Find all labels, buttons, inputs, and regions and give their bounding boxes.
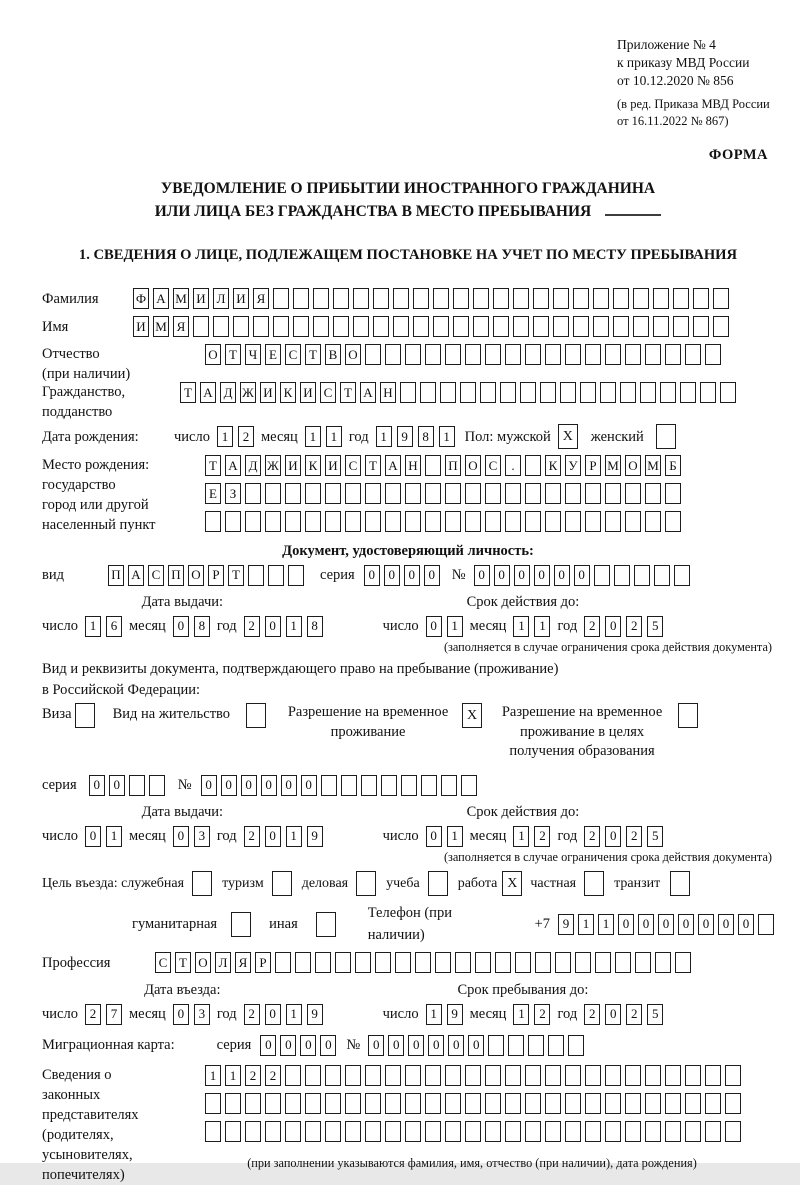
temp-residence-checkbox[interactable]: X bbox=[462, 703, 482, 728]
birth-place-label: Место рождения: государство город или другой населенный пункт bbox=[42, 457, 156, 534]
migration-series-input[interactable]: 0 0 0 0 bbox=[260, 1035, 336, 1056]
residence-doc-intro-1: Вид и реквизиты документа, подтверждающего право на пребывание (проживание) bbox=[42, 661, 559, 678]
purpose-study-label: учеба bbox=[386, 875, 420, 891]
purpose-tourism-label: туризм bbox=[222, 875, 264, 891]
residence-issue-month-input[interactable]: 0 3 bbox=[173, 826, 210, 847]
identity-valid-year-input[interactable]: 2 0 2 5 bbox=[584, 616, 663, 637]
entry-date-title: Дата въезда: bbox=[144, 982, 221, 999]
form-title bbox=[42, 178, 774, 223]
identity-valid-month-input[interactable]: 1 1 bbox=[513, 616, 550, 637]
identity-doc-series-label: серия bbox=[320, 567, 355, 584]
identity-valid-date: Срок действия до: число 0 1 месяц 1 1 год 2 0 2 5 bbox=[383, 594, 664, 637]
residence-doc-number-label: № bbox=[177, 777, 192, 794]
sex-male-checkbox[interactable]: X bbox=[558, 424, 578, 449]
form-label: ФОРМА bbox=[708, 147, 768, 164]
day-label: число bbox=[174, 428, 210, 445]
citizenship-input[interactable]: Т А Д Ж И К И С Т А Н bbox=[180, 382, 736, 403]
representatives-line-3-input[interactable] bbox=[205, 1121, 741, 1142]
birth-place-line-3-input[interactable] bbox=[205, 511, 681, 532]
annex-line-2: к приказу МВД России bbox=[617, 55, 750, 71]
annex-line-3: от 10.12.2020 № 856 bbox=[617, 73, 734, 89]
annex-edition bbox=[617, 96, 774, 130]
purpose-transit-label: транзит bbox=[614, 875, 661, 891]
sex-female-label: женский bbox=[590, 428, 644, 445]
residence-permit-checkbox[interactable] bbox=[246, 703, 266, 728]
temp-residence-label: Разрешение на временное проживание bbox=[287, 704, 449, 740]
residence-valid-day-input[interactable]: 0 1 bbox=[426, 826, 463, 847]
purpose-business-label: деловая bbox=[301, 875, 349, 891]
annex-edition-line-2: от 16.11.2022 № 867) bbox=[617, 113, 729, 128]
stay-month-input[interactable]: 1 2 bbox=[513, 1004, 550, 1025]
purpose-study-checkbox[interactable] bbox=[428, 871, 448, 896]
purpose-private-label: частная bbox=[530, 875, 577, 891]
identity-doc-kind-input[interactable]: П А С П О Р Т bbox=[108, 565, 304, 586]
section-1-heading: 1. СВЕДЕНИЯ О ЛИЦЕ, ПОДЛЕЖАЩЕМ ПОСТАНОВКЕ НА УЧЕТ ПО МЕСТУ ПРЕБЫВАНИЯ bbox=[78, 247, 738, 264]
identity-valid-day-input[interactable]: 0 1 bbox=[426, 616, 463, 637]
phone-label: Телефон (при наличии) bbox=[367, 905, 452, 944]
profession-input[interactable]: С Т О Л Я Р bbox=[155, 952, 691, 973]
identity-doc-kind-label: вид bbox=[42, 567, 64, 584]
purpose-tourism-checkbox[interactable] bbox=[272, 871, 292, 896]
temp-residence-education-checkbox[interactable] bbox=[678, 703, 698, 728]
issue-date-title: Дата выдачи: bbox=[141, 594, 224, 611]
sex-male-label: Пол: мужской bbox=[464, 428, 551, 445]
visa-label: Виза bbox=[42, 706, 72, 723]
birth-place-line-2-input[interactable]: Е З bbox=[205, 483, 681, 504]
identity-doc-number-label: № bbox=[451, 567, 466, 584]
migration-series-label: серия bbox=[216, 1037, 252, 1054]
name-label: Имя bbox=[42, 319, 69, 336]
representatives-footnote: (при заполнении указываются фамилия, имя, отчество (при наличии), дата рождения) bbox=[247, 1156, 697, 1171]
residence-doc-intro-2: в Российской Федерации: bbox=[42, 682, 201, 699]
purpose-private-checkbox[interactable] bbox=[584, 871, 604, 896]
blank-underline bbox=[605, 201, 661, 216]
residence-doc-footnote: (заполняется в случае ограничения срока действия документа) bbox=[443, 850, 772, 865]
purpose-work-checkbox[interactable]: X bbox=[502, 871, 522, 896]
migration-number-label: № bbox=[346, 1037, 361, 1054]
surname-label: Фамилия bbox=[42, 291, 99, 308]
citizenship-label: Гражданство, подданство bbox=[42, 384, 126, 421]
patronymic-label: Отчество (при наличии) bbox=[42, 346, 131, 383]
annex-edition-line-1: (в ред. Приказа МВД России bbox=[617, 96, 770, 111]
phone-input[interactable]: 9 1 1 0 0 0 0 0 0 0 bbox=[558, 914, 774, 935]
surname-input[interactable]: Ф А М И Л И Я bbox=[133, 288, 729, 309]
migration-number-input[interactable]: 0 0 0 0 0 0 bbox=[368, 1035, 584, 1056]
identity-issue-month-input[interactable]: 0 8 bbox=[173, 616, 210, 637]
visa-checkbox[interactable] bbox=[75, 703, 95, 728]
annex-reference bbox=[617, 36, 774, 129]
patronymic-input[interactable]: О Т Ч Е С Т В О bbox=[205, 344, 721, 365]
stay-until-date: Срок пребывания до: число 1 9 месяц 1 2 год 2 0 2 5 bbox=[383, 982, 664, 1025]
identity-doc-footnote: (заполняется в случае ограничения срока действия документа) bbox=[443, 640, 772, 655]
residence-valid-month-input[interactable]: 1 2 bbox=[513, 826, 550, 847]
birth-month-input[interactable]: 1 1 bbox=[305, 426, 342, 447]
residence-issue-date: Дата выдачи: число 0 1 месяц 0 3 год 2 0 1 9 bbox=[42, 804, 323, 847]
stay-year-input[interactable]: 2 0 2 5 bbox=[584, 1004, 663, 1025]
representatives-line-1-input[interactable]: 1 1 2 2 bbox=[205, 1065, 741, 1086]
birth-place-line-1-input[interactable]: Т А Д Ж И К И С Т А Н П О С . К У Р М О М Б bbox=[205, 455, 681, 476]
identity-issue-day-input[interactable]: 1 6 bbox=[85, 616, 122, 637]
valid-until-title: Срок действия до: bbox=[466, 594, 580, 611]
month-label: месяц bbox=[260, 428, 298, 445]
entry-month-input[interactable]: 0 3 bbox=[173, 1004, 210, 1025]
stay-until-title: Срок пребывания до: bbox=[457, 982, 589, 999]
identity-doc-number-input[interactable]: 0 0 0 0 0 0 bbox=[474, 565, 690, 586]
purpose-work-label: работа bbox=[457, 875, 498, 891]
migration-card-label: Миграционная карта: bbox=[42, 1037, 175, 1054]
purpose-transit-checkbox[interactable] bbox=[670, 871, 690, 896]
residence-valid-year-input[interactable]: 2 0 2 5 bbox=[584, 826, 663, 847]
purpose-official-checkbox[interactable] bbox=[192, 871, 212, 896]
representatives-label: Сведения о законных представителях (родителях, усыновителях, попечителях) bbox=[42, 1067, 139, 1184]
purpose-business-checkbox[interactable] bbox=[356, 871, 376, 896]
year-label: год bbox=[348, 428, 369, 445]
phone-prefix: +7 bbox=[534, 916, 550, 933]
identity-issue-date: Дата выдачи: число 1 6 месяц 0 8 год 2 0 1 8 bbox=[42, 594, 323, 637]
residence-doc-options bbox=[42, 703, 774, 762]
annex-line-1: Приложение № 4 bbox=[617, 37, 716, 52]
residence-issue-year-input[interactable]: 2 0 1 9 bbox=[244, 826, 323, 847]
sex-female-checkbox[interactable] bbox=[656, 424, 676, 449]
identity-doc-series-input[interactable]: 0 0 0 0 bbox=[364, 565, 440, 586]
residence-doc-series-label: серия bbox=[42, 777, 77, 794]
birth-year-input[interactable]: 1 9 8 1 bbox=[376, 426, 455, 447]
birth-date-label: Дата рождения: bbox=[42, 428, 139, 445]
name-input[interactable]: И М Я bbox=[133, 316, 729, 337]
form-title-line-2: ИЛИ ЛИЦА БЕЗ ГРАЖДАНСТВА В МЕСТО ПРЕБЫВАНИЯ bbox=[42, 201, 774, 223]
stay-day-input[interactable]: 1 9 bbox=[426, 1004, 463, 1025]
entry-day-input[interactable]: 2 7 bbox=[85, 1004, 122, 1025]
purpose-humanitarian-checkbox[interactable] bbox=[231, 912, 251, 937]
entry-date: Дата въезда: число 2 7 месяц 0 3 год 2 0 1 9 bbox=[42, 982, 323, 1025]
residence-doc-series-input[interactable]: 0 0 bbox=[89, 775, 165, 796]
entry-year-input[interactable]: 2 0 1 9 bbox=[244, 1004, 323, 1025]
residence-permit-label: Вид на жительство bbox=[112, 706, 231, 723]
temp-residence-education-label: Разрешение на временное проживание в целях получения образования bbox=[501, 704, 663, 760]
purpose-other-checkbox[interactable] bbox=[316, 912, 336, 937]
identity-doc-title: Документ, удостоверяющий личность: bbox=[282, 543, 534, 560]
form-title-line-1: УВЕДОМЛЕНИЕ О ПРИБЫТИИ ИНОСТРАННОГО ГРАЖДАНИНА bbox=[160, 180, 656, 198]
purpose-other-label: иная bbox=[269, 916, 298, 933]
identity-issue-year-input[interactable]: 2 0 1 8 bbox=[244, 616, 323, 637]
purpose-humanitarian-label: гуманитарная bbox=[132, 916, 218, 933]
residence-doc-number-input[interactable]: 0 0 0 0 0 0 bbox=[201, 775, 477, 796]
birth-day-input[interactable]: 1 2 bbox=[217, 426, 254, 447]
residence-valid-date: Срок действия до: число 0 1 месяц 1 2 год 2 0 2 5 bbox=[383, 804, 664, 847]
purpose-label: Цель въезда: служебная bbox=[42, 875, 185, 891]
representatives-line-2-input[interactable] bbox=[205, 1093, 741, 1114]
residence-issue-day-input[interactable]: 0 1 bbox=[85, 826, 122, 847]
profession-label: Профессия bbox=[42, 955, 111, 972]
